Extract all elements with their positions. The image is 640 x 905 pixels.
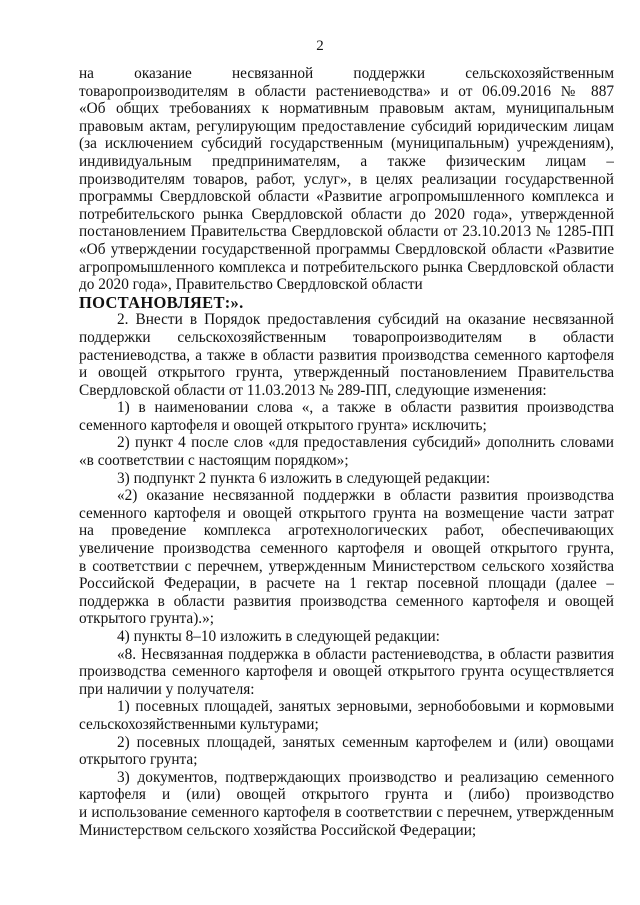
text-line: семенного картофеля и овощей открытого грунта на возмещение части затрат (79, 504, 614, 522)
text-line: «Об утверждении государственной программы Свердловской области «Развитие (79, 240, 614, 258)
text-line: «Об общих требованиях к нормативным правовым актам, муниципальным (79, 100, 614, 118)
page-number: 2 (316, 38, 324, 54)
text-line: программы Свердловской области «Развитие агропромышленного комплекса и (79, 188, 614, 206)
text-line: на оказание несвязанной поддержки сельскохозяйственным (79, 65, 614, 82)
text-line: постановлением Правительства Свердловской области от 23.10.2013 № 1285-ПП (79, 223, 614, 241)
text-line: «в соответствии с настоящим порядком»; (79, 452, 349, 470)
text-line: при наличии у получателя: (79, 680, 255, 698)
text-line: поддержка в области развития производства семенного картофеля и овощей (79, 592, 614, 610)
text-line: на проведение комплекса агротехнологических работ, обеспечивающих (79, 522, 614, 540)
text-line: (за исключением субсидий государственным (муниципальным) учреждениям), (79, 135, 614, 153)
text-line: агропромышленного комплекса и потребительского рынка Свердловской области (79, 258, 614, 276)
text-line: и овощей открытого грунта, утвержденный постановлением Правительства (79, 364, 614, 382)
text-line: растениеводства, а также в области развития производства семенного картофеля (79, 346, 614, 364)
text-line: картофеля и (или) овощей открытого грунта и (либо) производство (79, 786, 614, 804)
text-line: ПОСТАНОВЛЯЕТ:». (79, 293, 244, 312)
text-line: производителям товаров, работ, услуг», в целях реализации государственной (79, 170, 614, 188)
text-line: Министерством сельского хозяйства Российской Федерации; (79, 821, 477, 839)
text-line: 1) посевных площадей, занятых зерновыми, зернобобовыми и кормовыми (117, 698, 614, 716)
text-line: «2) оказание несвязанной поддержки в области развития производства (117, 487, 614, 505)
text-line: производства семенного картофеля и овощей открытого грунта осуществляется (79, 663, 614, 681)
text-line: открытого грунта).»; (79, 610, 215, 628)
text-line: товаропроизводителям в области растениеводства» и от 06.09.2016 № 887 (79, 82, 614, 100)
text-line: правовым актам, регулирующим предоставление субсидий юридическим лицам (79, 117, 614, 135)
text-line: потребительского рынка Свердловской области до 2020 года», утвержденной (79, 205, 614, 223)
text-line: сельскохозяйственными культурами; (79, 715, 319, 733)
text-line: индивидуальным предпринимателям, а также физическим лицам – (79, 152, 614, 170)
text-line: 3) подпункт 2 пункта 6 изложить в следующей редакции: (117, 469, 491, 487)
text-line: 2) посевных площадей, занятых семенным картофелем и (или) овощами (117, 733, 614, 751)
text-line: Свердловской области от 11.03.2013 № 289-ПП, следующие изменения: (79, 381, 547, 399)
text-line: 4) пункты 8–10 изложить в следующей редакции: (117, 628, 440, 645)
text-line: «8. Несвязанная поддержка в области растениеводства, в области развития (117, 645, 614, 663)
text-line: в соответствии с перечнем, утвержденным Министерством сельского хозяйства (79, 557, 614, 575)
document-body (79, 65, 614, 839)
text-line: Российской Федерации, в расчете на 1 гектар посевной площади (далее – (79, 575, 614, 593)
text-line: семенного картофеля и овощей открытого грунта» исключить; (79, 416, 487, 434)
text-line: до 2020 года», Правительство Свердловской области (79, 276, 423, 294)
text-line: открытого грунта; (79, 751, 198, 769)
text-line: 2) пункт 4 после слов «для предоставления субсидий» дополнить словами (117, 434, 614, 452)
text-line: 1) в наименовании слова «, а также в области развития производства (117, 399, 614, 417)
text-line: поддержки сельскохозяйственным товаропроизводителям в области (79, 328, 614, 346)
text-line: 2. Внести в Порядок предоставления субсидий на оказание несвязанной (117, 311, 614, 329)
text-line: увеличение производства семенного картофеля и овощей открытого грунта, (79, 540, 614, 558)
text-line: и использование семенного картофеля в соответствии с перечнем, утвержденным (79, 803, 614, 821)
text-line: 3) документов, подтверждающих производство и реализацию семенного (117, 768, 614, 786)
